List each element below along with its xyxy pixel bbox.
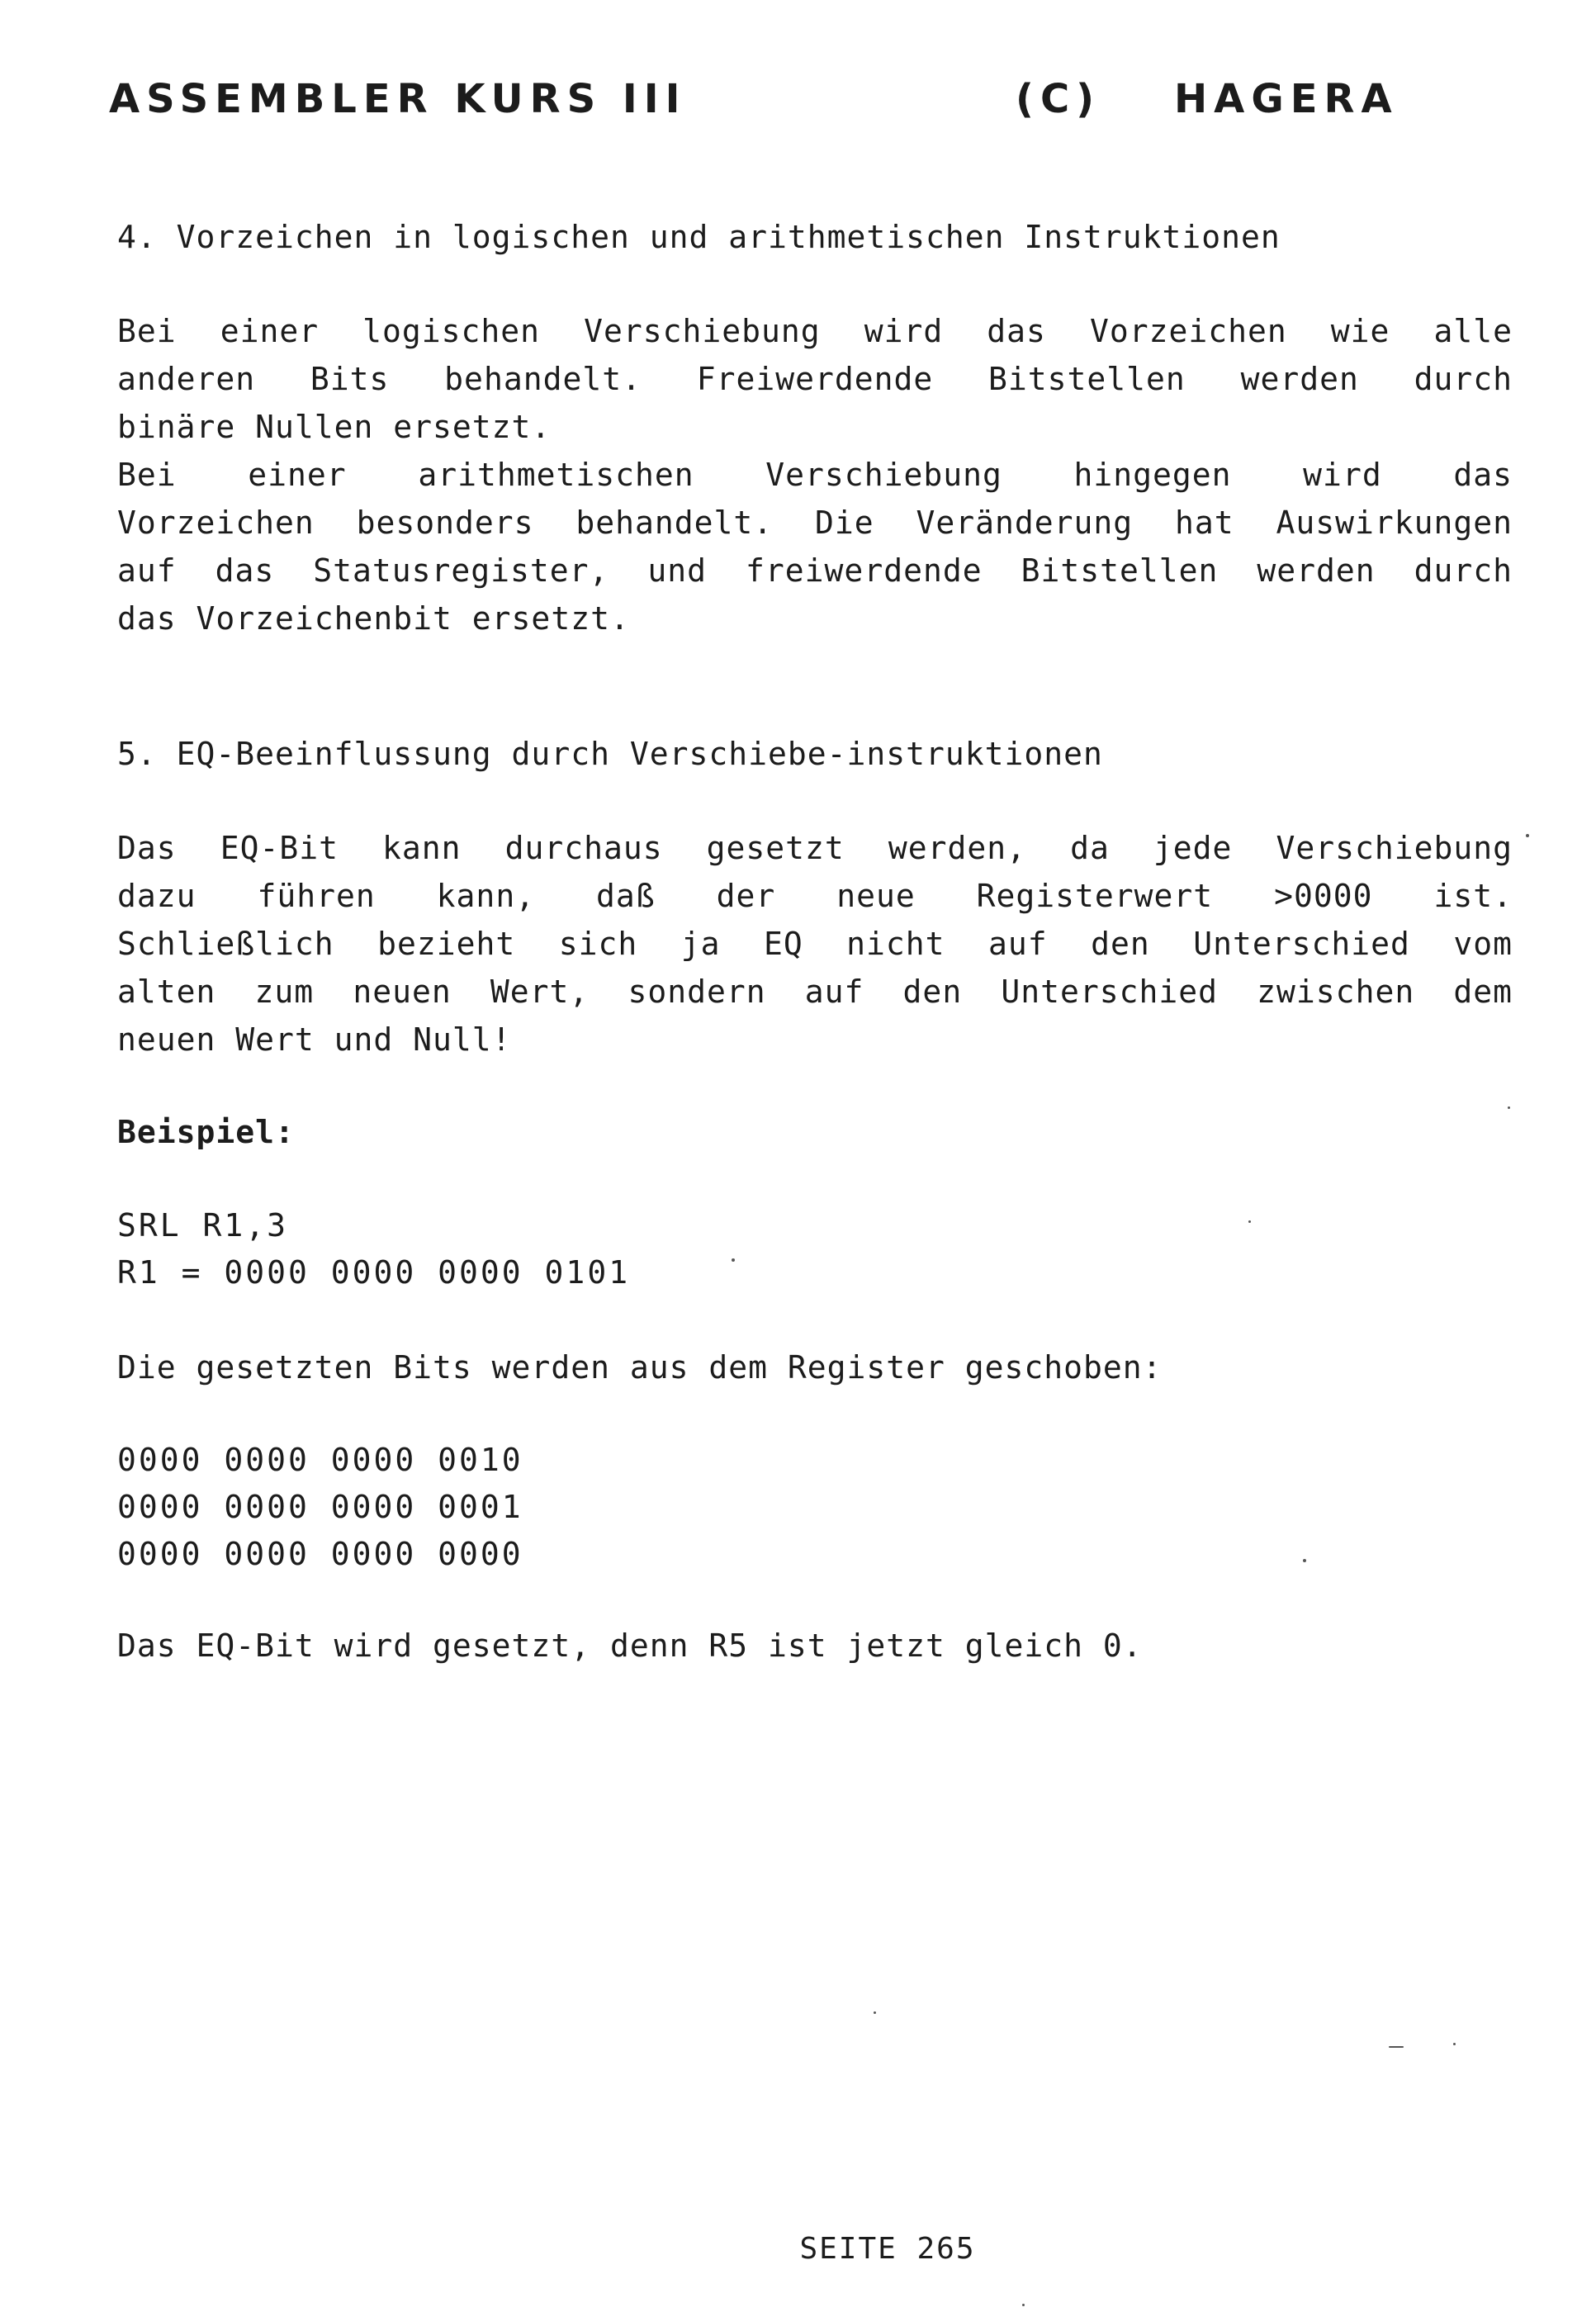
text-line: alten zum neuen Wert, sondern auf den Unterschied zwischen dem — [117, 974, 1513, 1010]
scan-speck — [1022, 2304, 1025, 2306]
copyright-mark: (C) — [1016, 76, 1101, 122]
page-header — [109, 76, 1513, 307]
code-example — [117, 1202, 1513, 1296]
text-line: Das EQ-Bit kann durchaus gesetzt werden, da jede Verschiebung — [117, 830, 1513, 866]
scan-speck — [1389, 2046, 1404, 2048]
example-label: Beispiel: — [117, 1114, 295, 1150]
scan-speck — [874, 2011, 876, 2014]
scan-speck — [1526, 834, 1529, 837]
text-line: das Vorzeichenbit ersetzt. — [117, 600, 630, 637]
conclusion: Das EQ-Bit wird gesetzt, denn R5 ist jetzt gleich 0. — [117, 1627, 1143, 1664]
section-4-heading: 4. Vorzeichen in logischen und arithmetischen Instruktionen — [117, 219, 1281, 255]
section-4-paragraph-1 — [117, 307, 1513, 451]
shift-intro: Die gesetzten Bits werden aus dem Register geschoben: — [117, 1349, 1163, 1386]
course-title: ASSEMBLER KURS III — [109, 76, 687, 122]
shift-line: 0000 0000 0000 0010 — [117, 1442, 523, 1478]
text-line: Bei einer arithmetischen Verschiebung hingegen wird das — [117, 457, 1513, 493]
text-line: binäre Nullen ersetzt. — [117, 409, 552, 445]
text-line: Vorzeichen besonders behandelt. Die Veränderung hat Auswirkungen — [117, 505, 1513, 541]
shift-sequence — [117, 1437, 1513, 1578]
scan-speck — [1453, 2043, 1456, 2045]
text-line: Bei einer logischen Verschiebung wird das Vorzeichen wie alle — [117, 313, 1513, 349]
author-name: HAGERA — [1174, 76, 1399, 122]
text-line: anderen Bits behandelt. Freiwerdende Bitstellen werden durch — [117, 361, 1513, 397]
scan-speck — [732, 1258, 735, 1262]
text-line: Schließlich bezieht sich ja EQ nicht auf den Unterschied vom — [117, 926, 1513, 962]
scan-speck — [1248, 1220, 1251, 1223]
page-number: SEITE 265 — [799, 2232, 976, 2266]
text-line: dazu führen kann, daß der neue Registerwert >0000 ist. — [117, 878, 1513, 914]
code-line: SRL R1,3 — [117, 1207, 289, 1244]
scan-speck — [1508, 1106, 1510, 1109]
scan-speck — [1303, 1559, 1306, 1562]
shift-line: 0000 0000 0000 0001 — [117, 1489, 523, 1525]
section-5-heading: 5. EQ-Beeinflussung durch Verschiebe-instruktionen — [117, 736, 1103, 772]
text-line: neuen Wert und Null! — [117, 1021, 512, 1058]
section-5-paragraph — [117, 824, 1513, 1064]
code-line: R1 = 0000 0000 0000 0101 — [117, 1254, 631, 1291]
text-line: auf das Statusregister, und freiwerdende Bitstellen werden durch — [117, 552, 1513, 589]
section-4-paragraph-2 — [117, 451, 1513, 642]
shift-line: 0000 0000 0000 0000 — [117, 1536, 523, 1572]
